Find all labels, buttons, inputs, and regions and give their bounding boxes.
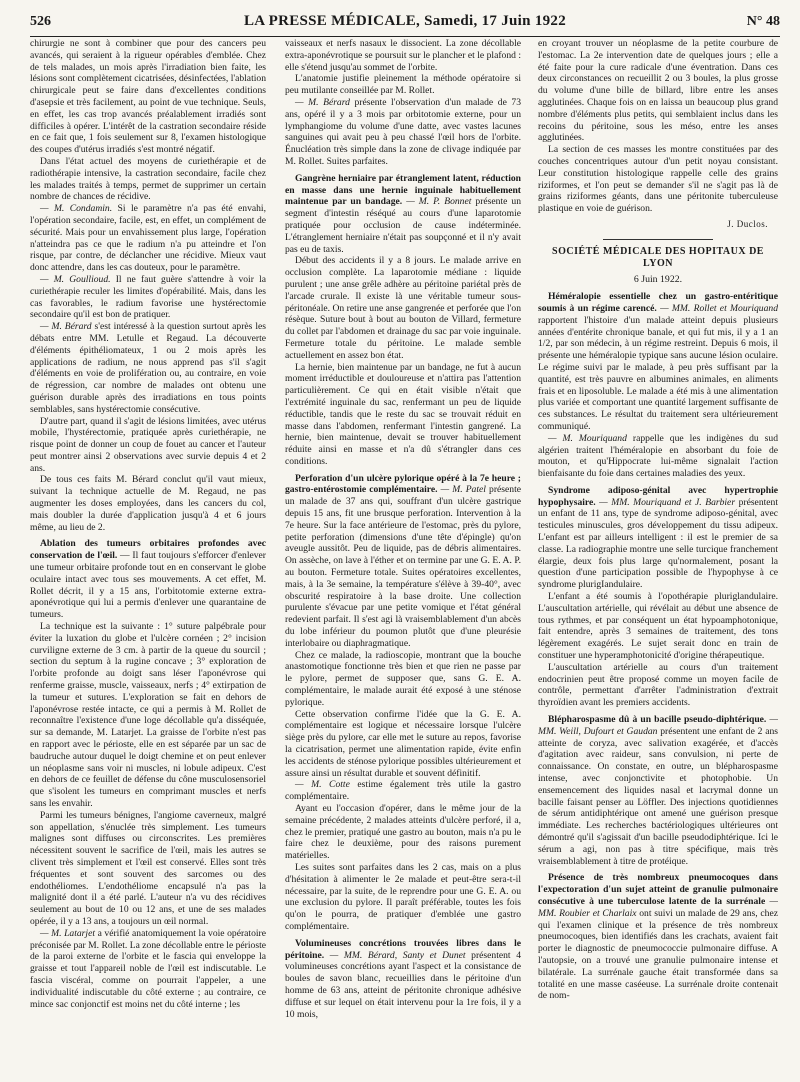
column-1 (30, 38, 266, 1078)
section-paragraph (538, 714, 778, 867)
paragraph (285, 779, 521, 803)
speaker-name: — M. Patel (437, 484, 486, 496)
paragraph: La section de ces masses les montre constituées par des couches concentriques autour d'un petit noyau consistant. Leur constitution histologique rappelle celle des grains riziformes, et l'on peut se demander s'il ne s'agit pas là de grains riziformes géants, dans une péritonite tuberculeuse plastique en voie de guérison. (538, 144, 778, 215)
paragraph-text: ont suivi un malade de 29 ans, chez qui l'examen clinique et la présence de très nombreux pneumocoques, bien identifiés dans les crachats, avaient fait porter le diagnostic de pneumococcie pulmonaire diffuse. A l'autopsie, on a trouvé une granulie pulmonaire intense et bilatérale. La surrénale gauche était transformée dans sa totalité en une masse caséeuse. La surrénale droite contenait de nom- (538, 907, 778, 1002)
section-title: Perforation d'un ulcère pylorique opéré à la 7e heure ; gastro-entérostomie complémentaire. (285, 472, 521, 496)
section-title: Présence de très nombreux pneumocoques dans l'expectoration d'un sujet atteint de granulie pulmonaire consécutive à une tuberculose latente de la surrénale (538, 872, 778, 907)
paragraph: Début des accidents il y a 8 jours. Le malade arrive en occlusion complète. La laparotomie médiane : liquide purulent ; une anse grêle adhère au péritoine pariétal près de l'arcade crurale. Il existe là une véritable tumeur sous-péritonéale. On retire une anse gangrenée et perforée que l'on résèque. Suture bout à bout au bouton de Villard, fermeture du collet par l'abdomen et drainage du sac par voie inguinale. Fermeture totale du péritoine. Le malade semble actuellement en assez bon état. (285, 255, 521, 361)
divider (603, 239, 713, 240)
paragraph: en croyant trouver un néoplasme de la petite courbure de l'estomac. La 2e intervention date de quelques jours ; elle a été faite pour la cure radicale d'une éventration. Dans ces deux circonstances on recueillit 2 ou 3 boules, la plus grosse du volume d'une bille de billard, libre entre les anses agglutinées. Chaque fois on en laissa un beaucoup plus grand nombre d'éléments plus petits, qui semblaient inclus dans les recoins du péritoine, sous les méso, entre les anses agglutinées. (538, 38, 778, 144)
paragraph: D'autre part, quand il s'agit de lésions limitées, avec utérus mobile, l'hystérectomie, pratiquée après curiethérapie, ne risque point de donner un coup de fouet au cancer et l'auteur peut montrer ainsi 2 observations avec survie depuis 4 et 2 ans. (30, 415, 266, 474)
paragraph: La hernie, bien maintenue par un bandage, ne fut à aucun moment irréductible et douloureuse et n'attira pas l'attention particulièrement. Ce qui en était visible n'était que l'extrémité inguinale du sac, renfermant un peu de liquide réductible, tandis que le reste du sac se trouvait réduit en masse dans l'abdomen, renfermant l'intestin gangrené. La hernie, bien maintenue, devait se trouver habituellement réduite ainsi en masse et n'a dû s'étrangler dans ces conditions. (285, 361, 521, 467)
paragraph (30, 321, 266, 415)
speaker-name: — M. Mouriquand (548, 432, 627, 444)
speaker-name: — M. Bérard (295, 96, 350, 108)
paragraph (30, 274, 266, 321)
paragraph (30, 928, 266, 1011)
section-title: Blépharospasme dû à un bacille pseudo-diphtérique. (548, 714, 767, 726)
paragraph-text: rapportent l'histoire d'un malade atteint depuis plusieurs années d'entérite chronique banale, et qui fut mis, il y a 1 an 1/2, par son médecin, à un régime restreint. Depuis 6 mois, il présente une héméralopie typique sans aucune lésion oculaire. Le régime suivi par le malade, à peu près suffisant par la quantité, est très pauvre en albumines animales, en aliments frais et en liposoluble. Le malade a été mis à une alimentation plus variée et comportant une quantité largement suffisante de ces substances. Le résultat du traitement sera ultérieurement communiqué. (538, 314, 778, 432)
section-title: Syndrome adiposo-génital avec hypertrophie hypophysaire. (538, 484, 778, 508)
paragraph-text: présente un segment d'intestin réséqué au cours d'une laparotomie pratiquée pour occlusion de cause indéterminée. L'étranglement herniaire n'était pas soupçonné et il n'y avait pas eu de taxis. (285, 196, 521, 255)
speaker-name: — M. Latarjet (40, 927, 95, 939)
page-header (30, 10, 780, 37)
paragraph: chirurgie ne sont à combiner que pour des cancers peu avancés, qui seraient à la rigueur opérables d'emblée. Chez de tels malades, un mois après l'irradiation bien faite, les lésions sont complètement cicatrisées, désinfectées, l'ablation chirurgicale peut se faire dans d'excellentes conditions d'asepsie et très facilement, au point de vue technique. Seuls, en effet, les cas trop avancés préalablement irradiés sont difficiles à opérer. L'intérêt de la castration secondaire réside en ce fait que, 1 fois seulement sur 8, l'examen histologique des coupes d'utérus irradiés s'est montré négatif. (30, 38, 266, 156)
paragraph: vaisseaux et nerfs nasaux le dissocient. La zone décollable extra-aponévrotique se poursuit sur le plancher et le plafond : elle s'étend jusqu'au sommet de l'orbite. (285, 38, 521, 73)
paragraph: Dans l'état actuel des moyens de curiethérapie et de radiothérapie intensive, la castration secondaire, facile chez les malades traités à temps, permet de supprimer un certain nombre de chances de récidive. (30, 155, 266, 203)
speaker-name: — M. Bérard (40, 321, 92, 333)
speaker-name: — MM. Mouriquand et J. Barbier (595, 496, 736, 508)
paragraph-text: Il ne faut guère s'attendre à voir la curiethérapie reculer les limites d'opérabilité. Mais, dans les cas favorables, le radium favorise une hystérectomie secondaire qu'il est bon de pratiquer. (30, 273, 266, 321)
journal-title: LA PRESSE MÉDICALE, Samedi, 17 Juin 1922 (243, 13, 567, 29)
section-paragraph (30, 538, 266, 621)
speaker-name: — M. Cotte (295, 779, 350, 791)
issue-number: N° 48 (746, 14, 780, 29)
paragraph-text: — Il faut toujours s'efforcer d'enlever une tumeur orbitaire profonde tout en en conservant le globe oculaire intact avec tous ses mouvements. A cet effet, M. Rollet décrit, il y a 15 ans, l'orbitotomie externe extra-aponévrotique qui lui a permis d'enlever une quarantaine de tumeurs. (30, 550, 266, 621)
paragraph-text: Si le paramètre n'a pas été envahi, l'opération secondaire, facile, est, en effet, un complément de sécurité. Mais pour un envahissement plus large, l'opération n'atteindra pas ce que le radium n'a pu atteindre et l'on risque, par contre, de déclancher une récidive. Mieux vaut donc attendre, dans les cas douteux, pour le paramètre. (30, 203, 266, 274)
column-3 (538, 38, 778, 1078)
paragraph: Cette observation confirme l'idée que la G. E. A. complémentaire est logique et nécessaire lorsque l'ulcère siège près du pylore, car elle met le suture au repos, favorise la cicatrisation, permet une alimentation rapide, évite enfin les accidents de sténose pylorique possibles ultérieurement et assure ainsi un résultat durable et souvent définitif. (285, 708, 521, 779)
section-paragraph (538, 291, 778, 433)
column-2 (285, 38, 521, 1078)
paragraph: La technique est la suivante : 1° suture palpébrale pour éviter la luxation du globe et l'ulcère cornéen ; 2° incision curviligne externe de 3 cm. à partir de la queue du sourcil ; section du septum à la rugine concave ; 3° exploration de l'orbite profonde au doigt sans léser l'aponévrose qui renferme graisse, muscle, vaisseaux, nerfs ; 4° extirpation de la tumeur et sutures. L'exploration se fait en dehors de l'aponévrose restée intacte, ce qui a permis à M. Rollet de reconnaître l'existence d'une loge décollable qu'a disséquée, sur sa demande, M. Latarjet. La graisse de l'orbite n'est pas en rapport avec le périoste, elle en est séparée par un sac de baudruche autour duquel le doigt chemine et on peut enlever un néoplasme sans voir ni muscles, ni lobule adipeux. C'est en dehors de ce feuillet de défense du cône musculosensoriel que s'isolent les tumeurs en comprimant muscles et nerfs sans les envahir. (30, 621, 266, 809)
section-title: Gangrène herniaire par étranglement latent, réduction en masse dans une hernie inguinale habituellement maintenue par un bandage. (285, 172, 521, 208)
paragraph: L'auscultation artérielle au cours d'un traitement endocrinien peut être proposé comme un moyen facile de contrôle, permettant d'arrêter l'administration d'extrait thyroïdien avant les premiers accidents. (538, 661, 778, 709)
paragraph (285, 97, 521, 168)
society-heading: SOCIÉTÉ MÉDICALE DES HOPITAUX DE LYON (552, 245, 764, 269)
paragraph: L'enfant a été soumis à l'opothérapie pluriglandulaire. L'auscultation artérielle, qui révélait au début une absence de tous rythmes, et par conséquent un état hypoamphotonique, fait entendre, après 3 semaines de traitement, des tons légèrement exagérés. Le sujet serait donc en train de constituer une hyperamphotonicité d'origine thérapeutique. (538, 591, 778, 662)
paragraph: Parmi les tumeurs bénignes, l'angiome caverneux, malgré son appellation, s'énuclée très simplement. Les tumeurs malignes sont diffuses ou circonscrites. Les premières nécessitent souvent le sacrifice de l'œil, mais les autres se clivent très simplement et l'œil est conservé. Elles sont très fréquentes et sont souvent des sarcomes ou des endothéliomes. L'endothéliome encapsulé n'a pas la malignité dont il a été parlé. L'auteur n'a vu des récidives seulement au bout de 10 ou 12 ans, et une de ses malades opérée, il y a 13 ans, a toujours un œil normal. (30, 809, 266, 927)
section-paragraph (285, 473, 521, 650)
paragraph-text: rappelle que les indigènes du sud algérien traitent l'héméralopie en absorbant du foie de mouton, et qu'Hippocrate lui-même signalait l'action bienfaisante du foie dans certaines maladies des yeux. (538, 432, 778, 480)
speaker-name: — MM. Weill, Dufourt et Gaudan (538, 714, 778, 737)
paragraph-text: a vérifié anatomiquement la voie opératoire préconisée par M. Rollet. La zone décollable entre le périoste de la paroi externe de l'orbite et le fascia qui enveloppe la graisse et tout l'appareil noble de l'œil est indiscutable. Le fascia viscéral, comme on pourrait l'appeler, a une individualité indiscutable du côté externe ; au contraire, ce mince sac conjonctif est moins net du côté interne ; les (30, 927, 266, 1010)
section-paragraph (285, 173, 521, 256)
author-signature: J. Duclos. (727, 218, 768, 229)
section-title: Volumineuses concrétions trouvées libres dans le péritoine. (285, 937, 521, 961)
paragraph: De tous ces faits M. Bérard conclut qu'il vaut mieux, suivant la technique actuelle de M. Regaud, ne pas augmenter les doses employées, dans les cancers du col, mais doubler la durée d'application jusqu'à 4 et 6 jours même, au lieu de 2. (30, 474, 266, 533)
section-title: Ablation des tumeurs orbitaires profondes avec conservation de l'œil. (30, 538, 266, 562)
paragraph: L'anatomie justifie pleinement la méthode opératoire si peu mutilante conseillée par M. Rollet. (285, 73, 521, 97)
speaker-name: — MM. Rollet et Mouriquand (656, 302, 778, 314)
speaker-name: — MM. Roubier et Charlaix (538, 895, 778, 919)
section-title: Héméralopie essentielle chez un gastro-entéritique soumis à un régime carencé. (538, 291, 778, 314)
section-paragraph (538, 872, 778, 1002)
speaker-name: — M. P. Bonnet (402, 196, 472, 208)
paragraph (538, 433, 778, 480)
speaker-name: — M. Condamin. (40, 203, 113, 215)
paragraph: Chez ce malade, la radioscopie, montrant que la bouche anastomotique fonctionne très bien et que rien ne passe par le pylore, permet de supposer que, sans G. E. A. complémentaire, le malade aurait été exposé à une sténose pylorique. (285, 649, 521, 708)
page-number: 526 (30, 14, 51, 29)
section-paragraph (285, 938, 521, 1021)
session-date: 6 Juin 1922. (633, 274, 683, 286)
speaker-name: — MM. Bérard, Santy et Dunet (324, 949, 466, 961)
paragraph-text: présente un malade de 37 ans qui, souffrant d'un ulcère gastrique depuis 15 ans, fit une brusque perforation. Intervention à la 7e heure. Sur la face antérieure de l'estomac, près du pylore, petite perforation (dimensions d'une tête d'épingle) qu'on aveugle aussitôt. Peu de liquide, pas de débris alimentaires. On assèche, on lave à l'éther et on termine par une G. E. A. P. au bouton. Fermeture totale. Suites opératoires excellentes, mais, à la 3e semaine, la température s'élève à 39-40°, avec obscurité respiratoire à la base droite. Une collection purulente s'évacue par une petite vomique et l'état général redevient parfait. Il s'est agi là vraisemblablement d'un abcès du lobe inférieur du poumon plutôt que d'une pleurésie interlobaire ou diaphragmatique. (285, 484, 521, 649)
paragraph: Les suites sont parfaites dans les 2 cas, mais on a plus d'hésitation à alimenter le 2e malade et peut-être sera-t-il nécessaire, par la suite, de le reprendre pour une G. E. A. ou une exclusion du pylore. Il paraît préférable, toutes les fois qu'on le pourra, de pratiquer d'emblée une gastro complémentaire. (285, 861, 521, 932)
paragraph-text: présente l'observation d'un malade de 73 ans, opéré il y a 3 mois par orbitotomie externe, pour un lymphangiome du volume d'une datte, avec vastes lacunes sanguines qui avait peu à peu chassé l'œil hors de l'orbite. Énucléation très simple dans la zone de clivage indiquée par M. Rollet. Suites parfaites. (285, 96, 521, 167)
speaker-name: — M. Goullioud. (40, 273, 111, 285)
paragraph (30, 203, 266, 274)
section-paragraph (538, 485, 778, 591)
paragraph-text: s'est intéressé à la question surtout après les débats entre MM. Letulle et Regaud. La découverte d'éléments épithéliomateux, 1 ou 2 mois après les applications de radium, ne nous apprend pas s'il s'agit d'éléments en voie de prolifération ou, au contraire, en voie de régression, car nombre de malades ont obtenu une guérison durable après des irradiations en tous points semblables, sans hystérectomie consécutive. (30, 321, 266, 415)
paragraph-text: présentent une enfant de 2 ans atteinte de coryza, avec salivation exagérée, et d'accès d'agitation avec raideur, sans convulsion, ni perte de connaissance. On constate, en outre, un blépharospasme intense, avec conjonctivite et photophobie. Un ensemencement des liquides nasal et lacrymal donne un bacille faisant penser au Löffler. Des injections quotidiennes de sérum antidiphtérique ont amené une guérison presque immédiate. Les recherches bactériologiques ultérieures ont démontré qu'il s'agissait d'un bacille pseudodiphtérique. Ici le sérum a agi, non pas à titre spécifique, mais très vraisemblablement à titre de protéique. (538, 725, 778, 867)
paragraph: Ayant eu l'occasion d'opérer, dans le même jour de la semaine précédente, 2 malades atteints d'ulcère perforé, il a, chez le premier, pratiqué une gastro au bouton, mais n'a pu le faire chez le deuxième, pour des raisons purement matérielles. (285, 803, 521, 862)
paragraph-text: estime également très utile la gastro complémentaire. (285, 779, 521, 803)
paragraph-text: présentent un enfant de 11 ans, type de syndrome adiposo-génital, avec testicules minuscules, gros développement du tissu adipeux. L'enfant est par ailleurs intelligent : il est le premier de sa classe. La radiographie montre une selle turcique franchement élargie, deux fois plus large qu'normalement, posant la question d'une participation possible de l'hypophyse à ce syndrome plurigIandulaire. (538, 496, 778, 591)
paragraph-text: présentent 4 volumineuses concrétions ayant l'aspect et la consistance de boules de savon blanc, recueillies dans le péritoine d'un homme de 63 ans, atteint de péritonite chronique adhésive diffuse et sur lequel on était intervenu pour la 1re fois, il y a 10 mois, (285, 949, 521, 1020)
